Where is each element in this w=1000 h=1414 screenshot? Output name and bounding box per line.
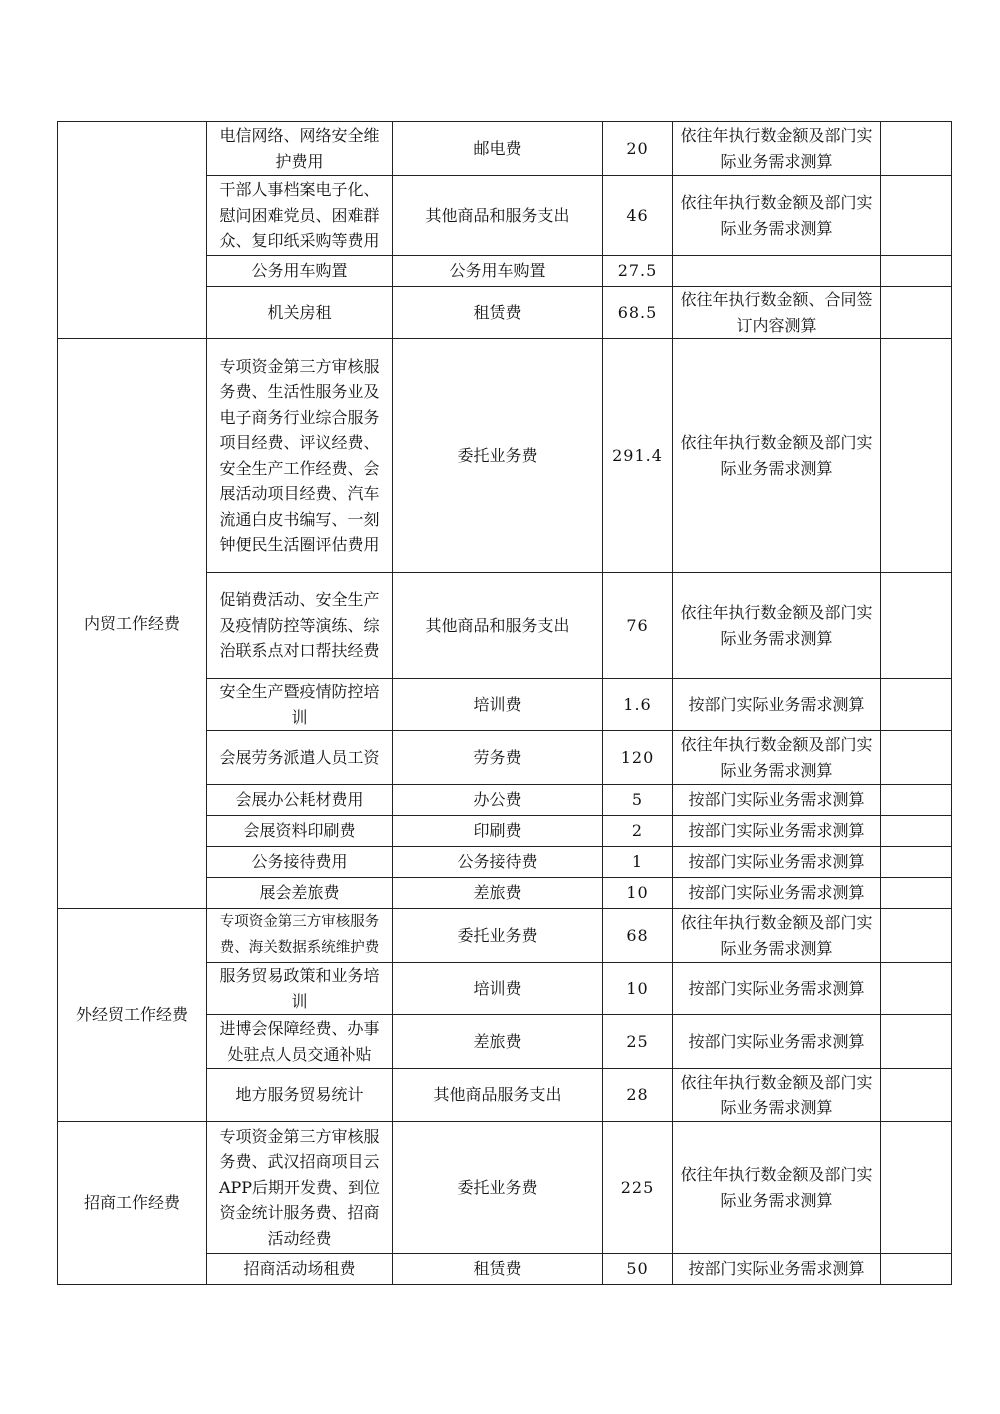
amount-cell: 76 [603, 573, 673, 679]
note-cell [881, 573, 952, 679]
category-cell: 招商工作经费 [58, 1122, 207, 1285]
econ-class-cell: 劳务费 [393, 731, 603, 785]
item-cell: 会展资料印刷费 [207, 816, 393, 847]
table-row [58, 1122, 952, 1254]
note-cell [881, 176, 952, 256]
basis-cell: 依往年执行数金额及部门实际业务需求测算 [673, 122, 881, 176]
basis-cell: 依往年执行数金额及部门实际业务需求测算 [673, 909, 881, 963]
basis-cell: 按部门实际业务需求测算 [673, 1254, 881, 1285]
basis-cell: 按部门实际业务需求测算 [673, 1015, 881, 1069]
category-cell: 外经贸工作经费 [58, 909, 207, 1122]
econ-class-cell: 公务用车购置 [393, 256, 603, 287]
item-cell: 公务用车购置 [207, 256, 393, 287]
item-cell: 会展办公耗材费用 [207, 785, 393, 816]
econ-class-cell: 委托业务费 [393, 1122, 603, 1254]
category-cell: 内贸工作经费 [58, 339, 207, 909]
econ-class-cell: 印刷费 [393, 816, 603, 847]
amount-cell: 28 [603, 1069, 673, 1122]
econ-class-cell: 培训费 [393, 963, 603, 1015]
econ-class-cell: 邮电费 [393, 122, 603, 176]
basis-cell: 按部门实际业务需求测算 [673, 963, 881, 1015]
econ-class-cell: 其他商品服务支出 [393, 1069, 603, 1122]
amount-cell: 291.4 [603, 339, 673, 573]
note-cell [881, 1015, 952, 1069]
basis-cell: 依往年执行数金额及部门实际业务需求测算 [673, 1069, 881, 1122]
basis-cell: 依往年执行数金额及部门实际业务需求测算 [673, 573, 881, 679]
amount-cell: 10 [603, 878, 673, 909]
table-row [58, 339, 952, 573]
item-cell: 进博会保障经费、办事处驻点人员交通补贴 [207, 1015, 393, 1069]
category-cell [58, 122, 207, 339]
note-cell [881, 122, 952, 176]
amount-cell: 27.5 [603, 256, 673, 287]
econ-class-cell: 租赁费 [393, 287, 603, 339]
basis-cell: 按部门实际业务需求测算 [673, 816, 881, 847]
econ-class-cell: 培训费 [393, 679, 603, 731]
amount-cell: 2 [603, 816, 673, 847]
basis-cell: 按部门实际业务需求测算 [673, 785, 881, 816]
note-cell [881, 1122, 952, 1254]
item-cell: 展会差旅费 [207, 878, 393, 909]
note-cell [881, 963, 952, 1015]
amount-cell: 20 [603, 122, 673, 176]
note-cell [881, 287, 952, 339]
basis-cell: 依往年执行数金额及部门实际业务需求测算 [673, 731, 881, 785]
basis-cell [673, 256, 881, 287]
note-cell [881, 878, 952, 909]
basis-cell: 依往年执行数金额及部门实际业务需求测算 [673, 339, 881, 573]
item-cell: 公务接待费用 [207, 847, 393, 878]
note-cell [881, 847, 952, 878]
item-cell: 招商活动场租费 [207, 1254, 393, 1285]
item-cell: 干部人事档案电子化、慰问困难党员、困难群众、复印纸采购等费用 [207, 176, 393, 256]
note-cell [881, 1254, 952, 1285]
item-cell: 专项资金第三方审核服务费、海关数据系统维护费 [207, 909, 393, 963]
econ-class-cell: 其他商品和服务支出 [393, 176, 603, 256]
basis-cell: 按部门实际业务需求测算 [673, 847, 881, 878]
basis-cell: 依往年执行数金额及部门实际业务需求测算 [673, 1122, 881, 1254]
amount-cell: 120 [603, 731, 673, 785]
basis-cell: 依往年执行数金额、合同签订内容测算 [673, 287, 881, 339]
item-cell: 专项资金第三方审核服务费、生活性服务业及电子商务行业综合服务项目经费、评议经费、安全生产工作经费、会展活动项目经费、汽车流通白皮书编写、一刻钟便民生活圈评估费用 [207, 339, 393, 573]
amount-cell: 68 [603, 909, 673, 963]
item-cell: 电信网络、网络安全维护费用 [207, 122, 393, 176]
table-row [58, 909, 952, 963]
note-cell [881, 1069, 952, 1122]
amount-cell: 25 [603, 1015, 673, 1069]
amount-cell: 10 [603, 963, 673, 1015]
table-row [58, 122, 952, 176]
econ-class-cell: 办公费 [393, 785, 603, 816]
note-cell [881, 339, 952, 573]
amount-cell: 1.6 [603, 679, 673, 731]
note-cell [881, 679, 952, 731]
amount-cell: 50 [603, 1254, 673, 1285]
econ-class-cell: 公务接待费 [393, 847, 603, 878]
econ-class-cell: 其他商品和服务支出 [393, 573, 603, 679]
note-cell [881, 731, 952, 785]
item-cell: 专项资金第三方审核服务费、武汉招商项目云APP后期开发费、到位资金统计服务费、招商活动经费 [207, 1122, 393, 1254]
note-cell [881, 816, 952, 847]
econ-class-cell: 差旅费 [393, 1015, 603, 1069]
basis-cell: 依往年执行数金额及部门实际业务需求测算 [673, 176, 881, 256]
item-cell: 地方服务贸易统计 [207, 1069, 393, 1122]
amount-cell: 225 [603, 1122, 673, 1254]
amount-cell: 5 [603, 785, 673, 816]
note-cell [881, 909, 952, 963]
econ-class-cell: 差旅费 [393, 878, 603, 909]
basis-cell: 按部门实际业务需求测算 [673, 679, 881, 731]
item-cell: 服务贸易政策和业务培训 [207, 963, 393, 1015]
amount-cell: 68.5 [603, 287, 673, 339]
basis-cell: 按部门实际业务需求测算 [673, 878, 881, 909]
budget-table [57, 121, 952, 1285]
item-cell: 安全生产暨疫情防控培训 [207, 679, 393, 731]
item-cell: 促销费活动、安全生产及疫情防控等演练、综治联系点对口帮扶经费 [207, 573, 393, 679]
econ-class-cell: 租赁费 [393, 1254, 603, 1285]
item-cell: 机关房租 [207, 287, 393, 339]
amount-cell: 46 [603, 176, 673, 256]
econ-class-cell: 委托业务费 [393, 339, 603, 573]
econ-class-cell: 委托业务费 [393, 909, 603, 963]
note-cell [881, 785, 952, 816]
amount-cell: 1 [603, 847, 673, 878]
item-cell: 会展劳务派遣人员工资 [207, 731, 393, 785]
note-cell [881, 256, 952, 287]
